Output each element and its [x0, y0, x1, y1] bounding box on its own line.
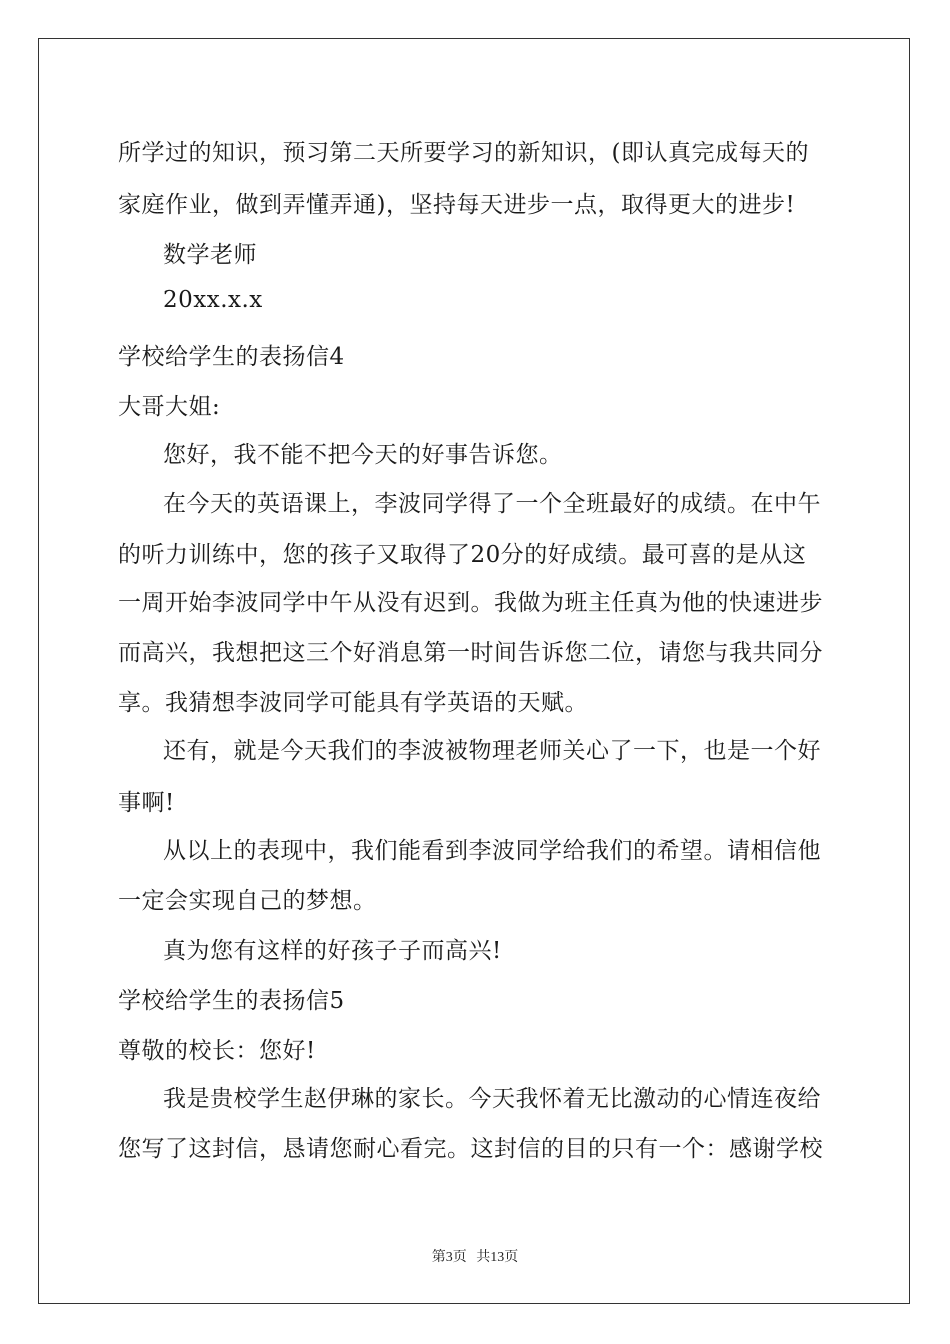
body-text-line: 您好，我不能不把今天的好事告诉您。: [163, 442, 563, 468]
letter-heading-4: 学校给学生的表扬信4: [118, 344, 345, 370]
salutation: 大哥大姐:: [118, 394, 221, 420]
page-number: 第3页: [431, 1250, 467, 1265]
body-text-line: 真为您有这样的好孩子子而高兴!: [163, 938, 502, 964]
body-text-line: 事啊!: [118, 790, 175, 816]
page-border: [38, 38, 910, 1304]
body-text-line: 一周开始李波同学中午从没有迟到。我做为班主任真为他的快速进步: [118, 590, 823, 616]
body-text-line: 的听力训练中，您的孩子又取得了20分的好成绩。最可喜的是从这: [118, 542, 807, 568]
body-text-line: 一定会实现自己的梦想。: [118, 888, 377, 914]
body-text-line: 所学过的知识，预习第二天所要学习的新知识，(即认真完成每天的: [118, 140, 809, 166]
body-text-line: 还有，就是今天我们的李波被物理老师关心了一下，也是一个好: [163, 738, 821, 764]
letter-heading-5: 学校给学生的表扬信5: [118, 988, 345, 1014]
body-text-line: 在今天的英语课上，李波同学得了一个全班最好的成绩。在中午: [163, 491, 821, 517]
salutation: 尊敬的校长：您好!: [118, 1038, 316, 1064]
body-text-line: 享。我猜想李波同学可能具有学英语的天赋。: [118, 690, 588, 716]
page-footer: [0, 1246, 950, 1266]
body-text-line: 而高兴，我想把这三个好消息第一时间告诉您二位，请您与我共同分: [118, 640, 823, 666]
signature-date: 20xx.x.x: [163, 287, 263, 313]
page-total: 共13页: [476, 1250, 519, 1265]
body-text-line: 从以上的表现中，我们能看到李波同学给我们的希望。请相信他: [163, 838, 821, 864]
signature-teacher: 数学老师: [163, 242, 257, 268]
body-text-line: 您写了这封信，恳请您耐心看完。这封信的目的只有一个：感谢学校: [118, 1136, 823, 1162]
body-text-line: 家庭作业，做到弄懂弄通)，坚持每天进步一点，取得更大的进步!: [118, 192, 796, 218]
body-text-line: 我是贵校学生赵伊琳的家长。今天我怀着无比激动的心情连夜给: [163, 1086, 821, 1112]
